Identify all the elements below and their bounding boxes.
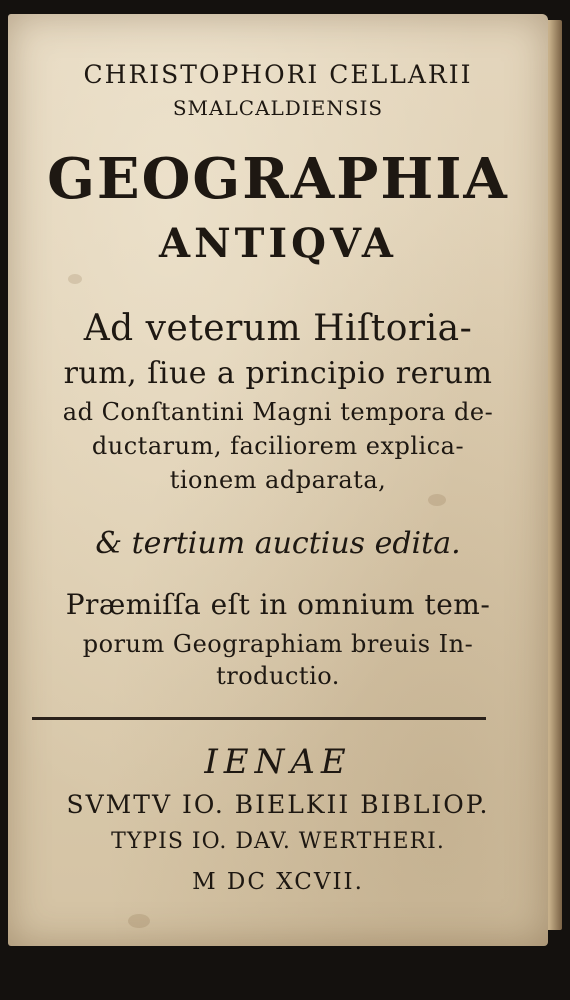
preface-line: Præmiſſa eſt in omnium tem- [65, 588, 491, 621]
foxing-spot [68, 274, 82, 284]
subtitle-line: ad Conſtantini Magni tempora de- [62, 398, 494, 426]
imprint-year: M DC XCVII. [192, 869, 364, 895]
edition-statement: & tertium auctius edita. [95, 526, 461, 561]
author-origin: SMALCALDIENSIS [172, 96, 384, 120]
imprint-place: IENAE [204, 742, 352, 782]
imprint-publisher: SVMTV IO. BIELKII BIBLIOP. [66, 790, 490, 819]
subtitle-line: tionem adparata, [169, 466, 387, 494]
author-name: CHRISTOPHORI CELLARII [83, 60, 473, 89]
title-page [8, 14, 548, 946]
preface-line: troductio. [216, 662, 340, 690]
foxing-spot [128, 914, 150, 928]
imprint-printer: TYPIS IO. DAV. WERTHERI. [111, 829, 445, 854]
divider-rule [32, 717, 486, 720]
book-title-line-1: GEOGRAPHIA [47, 146, 509, 212]
book-title-line-2: ANTIQVA [159, 220, 397, 267]
foxing-spot [428, 494, 446, 506]
subtitle-line: rum, ſiue a principio rerum [63, 356, 493, 391]
subtitle-line: ductarum, faciliorem explica- [91, 432, 465, 460]
preface-line: porum Geographiam breuis In- [82, 630, 474, 658]
subtitle-line: Ad veterum Hiſtoria- [83, 308, 473, 349]
